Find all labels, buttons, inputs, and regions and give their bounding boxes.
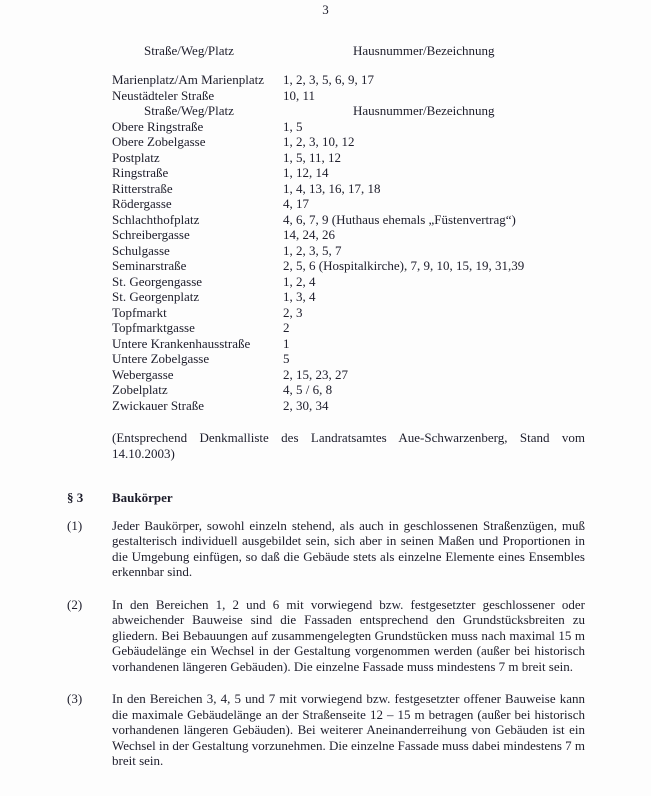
street-name: Marienplatz/Am Marienplatz (112, 72, 264, 87)
house-numbers: 14, 24, 26 (283, 227, 335, 242)
street-name: Topfmarktgasse (112, 320, 195, 335)
column-header-housenumber: Hausnummer/Bezeichnung (353, 42, 495, 58)
table-rowgroup-2 (112, 119, 585, 414)
paragraph-item (67, 597, 585, 675)
house-numbers: 1, 2, 3, 5, 6, 9, 17 (283, 72, 374, 87)
denkmalliste-note: (Entsprechend Denkmalliste des Landratsamtes Aue-Schwarzenberg, Stand vom 14.10.2003) (112, 430, 585, 461)
table-row (112, 320, 585, 336)
table-row (112, 227, 585, 243)
street-name: Topfmarkt (112, 304, 167, 320)
house-numbers: 4, 5 / 6, 8 (283, 382, 333, 397)
table-row (112, 243, 585, 259)
table-row (112, 258, 585, 274)
house-numbers: 2, 15, 23, 27 (283, 366, 348, 382)
column-header-street: Straße/Weg/Platz (144, 103, 234, 118)
house-numbers: 1, 5 (283, 118, 303, 134)
street-name: Webergasse (112, 366, 174, 382)
street-name: Untere Zobelgasse (112, 351, 210, 366)
paragraph-number: (3) (67, 691, 83, 706)
table-row (112, 181, 585, 197)
house-numbers: 1, 3, 4 (283, 289, 316, 304)
table-row (112, 119, 585, 135)
house-numbers: 1, 2, 3, 5, 7 (283, 242, 342, 258)
table-row (112, 165, 585, 181)
paragraph-text: In den Bereichen 1, 2 und 6 mit vorwiegend bzw. festgesetzter geschlossener oder abweichender Bauweise sind die Fassaden entsprechend den Grundstücksbreiten zu gliedern. Bei Bebauungen auf zusammengelegten Grundstücken muss nach maximal 15 m Gebäudelänge ein Wechsel in der Gestaltung vorgenommen werden (außer bei historisch vorhandenen längeren Gebäuden). Die einzelne Fassade muss mindestens 7 m breit sein. (112, 596, 585, 674)
house-numbers: 1, 2, 4 (283, 273, 316, 289)
column-header-street: Straße/Weg/Platz (144, 42, 234, 58)
section-number: § 3 (67, 490, 84, 505)
table-row (112, 289, 585, 305)
house-numbers: 2, 3 (283, 304, 303, 320)
street-name: Zwickauer Straße (112, 397, 205, 413)
house-numbers: 2 (283, 320, 290, 335)
table-row (112, 367, 585, 383)
street-name: St. Georgengasse (112, 273, 203, 289)
house-numbers: 1, 5, 11, 12 (283, 149, 342, 165)
house-numbers: 2, 30, 34 (283, 397, 329, 413)
street-name: Ringstraße (112, 165, 169, 180)
house-numbers: 1, 12, 14 (283, 165, 329, 180)
column-header-housenumber: Hausnummer/Bezeichnung (353, 103, 495, 118)
table-header-row (112, 43, 585, 59)
house-numbers: 1, 4, 13, 16, 17, 18 (283, 180, 381, 196)
street-name: Seminarstraße (112, 258, 187, 273)
table-row (112, 150, 585, 166)
paragraph-number: (1) (67, 517, 83, 533)
section-heading (67, 490, 585, 506)
paragraph-item (67, 518, 585, 580)
street-name: Zobelplatz (112, 382, 168, 397)
street-name: Untere Krankenhausstraße (112, 335, 251, 351)
table-row (112, 72, 585, 88)
street-name: Schreibergasse (112, 227, 190, 242)
paragraph-number: (2) (67, 596, 83, 612)
street-name: Postplatz (112, 149, 160, 165)
street-name: Schlachthofplatz (112, 211, 200, 227)
paragraph-text: In den Bereichen 3, 4, 5 und 7 mit vorwiegend bzw. festgesetzter offener Bauweise kann die maximale Gebäudelänge an der Straßenseite 12 – 15 m betragen (außer bei historisch vorhandenen längeren Gebäuden). Bei weiterer Aneinanderreihung von Gebäuden ist ein Wechsel in der Gestaltung vorzunehmen. Die einzelne Fassade muss dabei mindestens 7 m breit sein. (112, 691, 585, 768)
document-body (67, 43, 585, 769)
paragraph-item (67, 691, 585, 769)
house-numbers: 4, 17 (283, 196, 309, 211)
table-row (112, 382, 585, 398)
table-row (112, 398, 585, 414)
paragraph-text: Jeder Baukörper, sowohl einzeln stehend, als auch in geschlossenen Straßenzügen, muß gestalterisch individuell ausgebildet sein, sich aber in seinen Maßen und Proportionen in die Umgebung einfügen, so daß die Gebäude stets als einzelne Elemente eines Ensembles erkennbar sind. (112, 517, 585, 579)
house-numbers: 1 (283, 335, 290, 351)
house-numbers: 1, 2, 3, 10, 12 (283, 134, 355, 149)
house-numbers: 4, 6, 7, 9 (Huthaus ehemals „Füstenvertrag“) (283, 211, 516, 227)
table-header-row-repeat (112, 103, 585, 119)
street-name: Rödergasse (112, 196, 172, 211)
house-numbers: 5 (283, 351, 290, 366)
house-numbers: 10, 11 (283, 87, 316, 103)
table-row (112, 134, 585, 150)
house-numbers: 2, 5, 6 (Hospitalkirche), 7, 9, 10, 15, 19, 31,39 (283, 258, 525, 273)
street-table (112, 43, 585, 414)
table-row (112, 196, 585, 212)
table-row (112, 351, 585, 367)
street-name: St. Georgenplatz (112, 289, 200, 304)
street-name: Neustädteler Straße (112, 87, 215, 103)
street-name: Obere Ringstraße (112, 118, 204, 134)
section-title: Baukörper (112, 490, 173, 505)
table-row (112, 274, 585, 290)
street-name: Obere Zobelgasse (112, 134, 206, 149)
table-row (112, 336, 585, 352)
table-row (112, 88, 585, 104)
street-name: Ritterstraße (112, 180, 173, 196)
table-row (112, 305, 585, 321)
table-rowgroup-1 (112, 72, 585, 103)
street-name: Schulgasse (112, 242, 170, 258)
table-row (112, 212, 585, 228)
page-number: 3 (322, 2, 329, 17)
